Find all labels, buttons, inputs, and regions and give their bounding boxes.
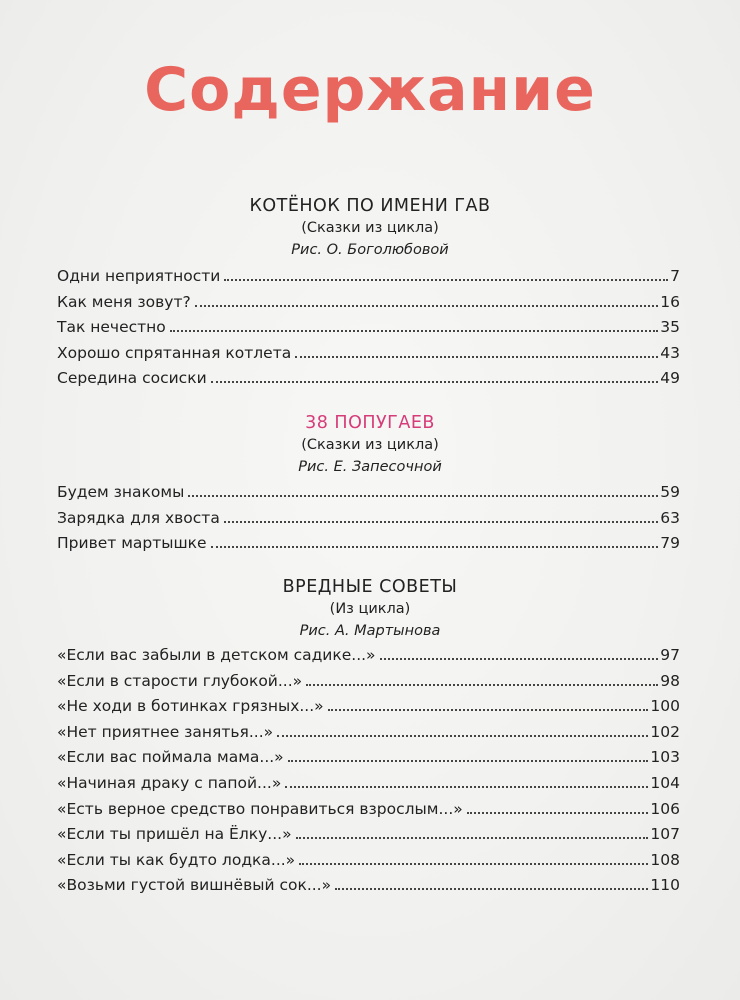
section-header-2	[0, 412, 740, 478]
toc-dot-leader	[277, 735, 648, 737]
toc-entry-title: «Если в старости глубокой...»	[57, 671, 303, 690]
toc-dot-leader	[224, 521, 658, 523]
toc-entry-title: «Возьми густой вишнёвый сок...»	[57, 876, 332, 895]
toc-page-number: 107	[650, 825, 680, 844]
toc-page-number: 108	[650, 850, 680, 869]
toc-page-number: 100	[650, 697, 680, 716]
toc-entry[interactable]	[57, 669, 680, 695]
toc-entry-title: «Если ты как будто лодка...»	[57, 850, 296, 869]
toc-page-number: 106	[650, 799, 680, 818]
toc-entry[interactable]	[57, 771, 680, 797]
section-subtitle: (Сказки из цикла)	[301, 437, 439, 453]
toc-dot-leader	[224, 279, 668, 281]
section-subtitle: (Из цикла)	[329, 601, 411, 617]
toc-page-number: 63	[660, 508, 680, 527]
toc-page-number: 35	[660, 318, 680, 337]
toc-entry[interactable]	[57, 480, 680, 506]
toc-page-number: 7	[670, 267, 680, 285]
toc-entry-title: «Если вас поймала мама...»	[57, 748, 284, 767]
toc-dot-leader	[335, 888, 648, 890]
toc-entry-title: Будем знакомы	[57, 483, 185, 501]
toc-entry-title: Как меня зовут?	[57, 292, 191, 311]
toc-page-number: 104	[650, 773, 680, 792]
toc-entry-title: Хорошо спрятанная котлета	[57, 343, 292, 362]
toc-entry-title: Середина сосиски	[57, 369, 207, 388]
toc-entry-title: «Если ты пришёл на Ёлку...»	[57, 825, 292, 844]
section-header-1	[0, 195, 740, 261]
toc-entry[interactable]	[57, 506, 680, 532]
toc-page-number: 98	[660, 671, 680, 690]
toc-page-number: 49	[660, 369, 680, 388]
toc-page-number: 16	[660, 292, 680, 311]
toc-dot-leader	[188, 495, 658, 497]
toc-entry[interactable]	[57, 341, 680, 367]
toc-page-number: 79	[660, 534, 680, 553]
section-illustrator: Рис. О. Боголюбовой	[291, 242, 449, 258]
toc-page-number: 110	[650, 876, 680, 895]
toc-entry[interactable]	[57, 264, 680, 290]
toc-entry[interactable]	[57, 873, 680, 899]
toc-dot-leader	[211, 546, 659, 548]
toc-dot-leader	[380, 658, 659, 660]
toc-entry[interactable]	[57, 848, 680, 874]
toc-entry[interactable]	[57, 366, 680, 392]
toc-dot-leader	[328, 709, 649, 711]
toc-dot-leader	[170, 330, 658, 332]
toc-entry[interactable]	[57, 797, 680, 823]
toc-entry-title: Привет мартышке	[57, 534, 207, 553]
toc-entry[interactable]	[57, 822, 680, 848]
section-title: КОТЁНОК ПО ИМЕНИ ГАВ	[249, 196, 491, 216]
toc-list-3	[57, 643, 680, 899]
toc-page-number: 59	[660, 483, 680, 501]
toc-entry[interactable]	[57, 290, 680, 316]
toc-page-number: 97	[660, 646, 680, 664]
toc-entry-title: Одни неприятности	[57, 267, 221, 285]
toc-dot-leader	[299, 863, 648, 865]
toc-entry-title: Зарядка для хвоста	[57, 508, 220, 527]
toc-entry[interactable]	[57, 694, 680, 720]
toc-dot-leader	[288, 760, 649, 762]
page-title: Содержание	[144, 55, 596, 125]
toc-entry-title: «Не ходи в ботинках грязных...»	[57, 697, 324, 716]
toc-entry-title: «Начиная драку с папой...»	[57, 773, 282, 792]
toc-entry-title: «Нет приятнее занятья...»	[57, 722, 274, 741]
section-illustrator: Рис. А. Мартынова	[299, 623, 441, 639]
toc-list-1	[57, 264, 680, 392]
toc-entry[interactable]	[57, 531, 680, 557]
toc-dot-leader	[211, 381, 659, 383]
section-illustrator: Рис. Е. Запесочной	[298, 459, 442, 475]
toc-entry[interactable]	[57, 315, 680, 341]
toc-entry-title: Так нечестно	[57, 318, 166, 337]
section-subtitle: (Сказки из цикла)	[301, 220, 439, 236]
toc-entry-title: «Если вас забыли в детском садике...»	[57, 646, 376, 664]
toc-dot-leader	[306, 684, 658, 686]
section-title: 38 ПОПУГАЕВ	[305, 413, 435, 433]
toc-dot-leader	[285, 786, 648, 788]
section-header-3	[0, 576, 740, 642]
toc-page-number: 103	[650, 748, 680, 767]
toc-page-number: 43	[660, 343, 680, 362]
toc-dot-leader	[467, 812, 649, 814]
toc-entry[interactable]	[57, 745, 680, 771]
toc-dot-leader	[195, 305, 659, 307]
toc-list-2	[57, 480, 680, 557]
section-title: ВРЕДНЫЕ СОВЕТЫ	[282, 577, 458, 597]
toc-dot-leader	[295, 356, 658, 358]
toc-entry-title: «Есть верное средство понравиться взрослым...»	[57, 799, 463, 818]
toc-page-number: 102	[650, 722, 680, 741]
toc-entry[interactable]	[57, 643, 680, 669]
toc-dot-leader	[296, 837, 649, 839]
toc-entry[interactable]	[57, 720, 680, 746]
